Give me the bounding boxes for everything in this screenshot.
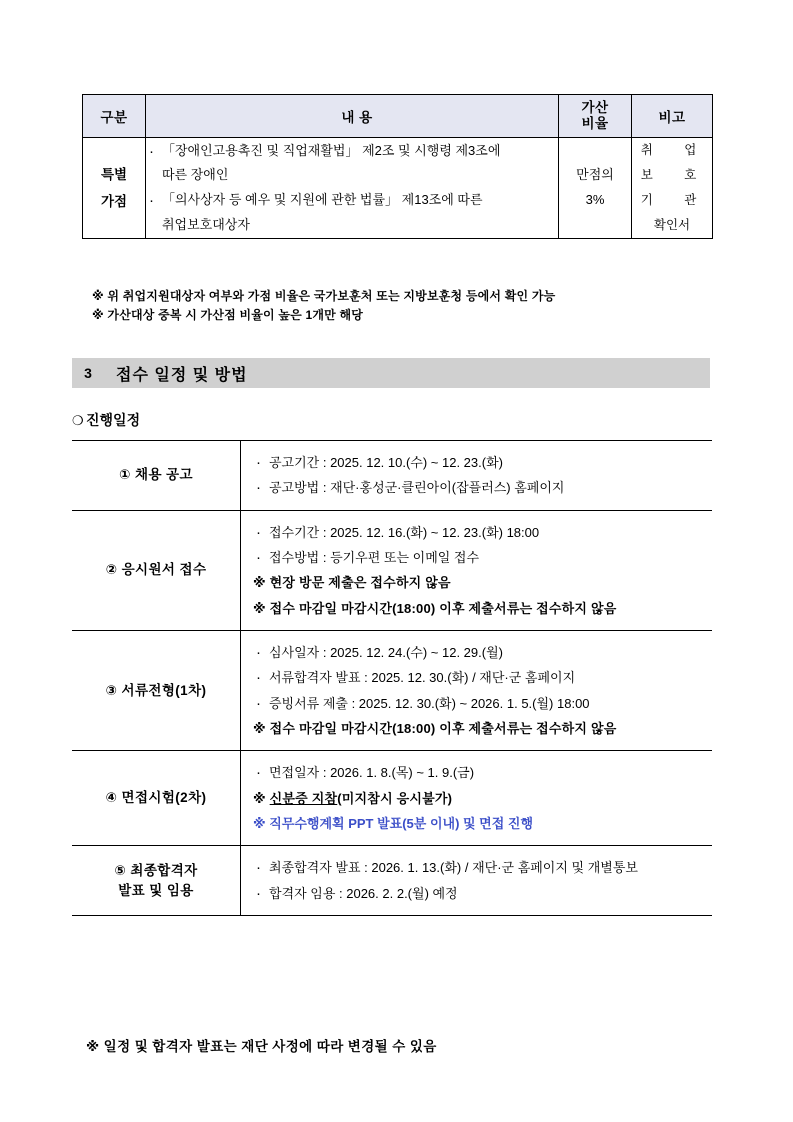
bonus-points-table-wrapper <box>82 94 710 239</box>
schedule-line: · 면접일자 : 2026. 1. 8.(목) ~ 1. 9.(금) <box>253 760 704 785</box>
schedule-note-highlight: ※ 직무수행계획 PPT 발표(5분 이내) 및 면접 진행 <box>253 816 534 832</box>
schedule-note-underlined: 신분증 지참 <box>269 790 338 806</box>
bonus-note-2: ※ 가산대상 중복 시 가산점 비율이 높은 1개만 해당 <box>92 307 364 322</box>
bonus-table-notes <box>92 287 555 324</box>
subsection-label: 진행일정 <box>86 412 141 428</box>
schedule-label-5-line1: ⑤ 최종합격자 <box>114 862 198 878</box>
rate-line1: 만점의 <box>576 167 614 183</box>
table-header-row <box>83 95 713 138</box>
section-heading <box>72 358 710 388</box>
content-item-1-cont: 따른 장애인 <box>162 167 229 183</box>
header-rate-line1: 가산 <box>581 100 609 116</box>
header-gubun: 구분 <box>83 95 146 138</box>
gubun-line2: 가점 <box>100 194 128 209</box>
schedule-label-5 <box>72 846 241 916</box>
bonus-note-1: ※ 위 취업지원대상자 여부와 가점 비율은 국가보훈처 또는 지방보훈청 등에서 확인 가능 <box>92 289 556 303</box>
section-number: 3 <box>84 365 92 381</box>
table-row <box>83 138 713 239</box>
schedule-note-id: ※ 신분증 지참(미지참시 응시불가) <box>253 790 453 806</box>
circle-bullet-icon: ❍ <box>72 413 84 428</box>
subsection-heading <box>72 410 140 430</box>
schedule-table <box>72 440 712 916</box>
schedule-line: · 심사일자 : 2025. 12. 24.(수) ~ 12. 29.(월) <box>253 640 704 665</box>
section-title: 접수 일정 및 방법 <box>104 358 710 388</box>
cell-remarks <box>632 138 713 239</box>
content-item-2-cont: 취업보호대상자 <box>162 216 250 232</box>
schedule-label-4: ④ 면접시험(2차) <box>72 751 241 846</box>
remarks-line3: 기 관 <box>640 193 711 207</box>
header-remarks: 비고 <box>632 95 713 138</box>
content-item-1: · 「장애인고용촉진 및 직업재활법」 제2조 및 시행령 제3조에 <box>146 139 558 164</box>
rate-line2: 3% <box>585 192 605 207</box>
schedule-note: ※ 현장 방문 제출은 접수하지 않음 <box>253 575 451 591</box>
schedule-line: · 서류합격자 발표 : 2025. 12. 30.(화) / 재단·군 홈페이지 <box>253 665 704 690</box>
schedule-note: ※ 접수 마감일 마감시간(18:00) 이후 제출서류는 접수하지 않음 <box>253 600 617 616</box>
table-row <box>72 631 712 751</box>
schedule-label-2: ② 응시원서 접수 <box>72 510 241 630</box>
schedule-content-1 <box>241 441 713 511</box>
header-rate-line2: 비율 <box>581 116 609 131</box>
schedule-note: ※ 접수 마감일 마감시간(18:00) 이후 제출서류는 접수하지 않음 <box>253 721 617 737</box>
schedule-line: · 공고기간 : 2025. 12. 10.(수) ~ 12. 23.(화) <box>253 450 704 475</box>
schedule-content-2 <box>241 510 713 630</box>
remarks-line2: 보 호 <box>640 168 711 182</box>
cell-content <box>146 138 559 239</box>
bonus-points-table <box>82 94 713 239</box>
remarks-line1: 취 업 <box>640 143 711 157</box>
schedule-line: · 접수기간 : 2025. 12. 16.(화) ~ 12. 23.(화) 18:00 <box>253 520 704 545</box>
schedule-line: · 공고방법 : 재단·홍성군·클린아이(잡플러스) 홈페이지 <box>253 475 704 500</box>
table-row <box>72 846 712 916</box>
schedule-label-1: ① 채용 공고 <box>72 441 241 511</box>
schedule-content-4 <box>241 751 713 846</box>
schedule-line: · 최종합격자 발표 : 2026. 1. 13.(화) / 재단·군 홈페이지 및 개별통보 <box>253 855 704 880</box>
schedule-line: · 합격자 임용 : 2026. 2. 2.(월) 예정 <box>253 881 704 906</box>
schedule-line: · 접수방법 : 등기우편 또는 이메일 접수 <box>253 545 704 570</box>
table-row <box>72 510 712 630</box>
cell-rate <box>559 138 632 239</box>
gubun-line1: 특별 <box>100 167 128 182</box>
schedule-footer-note: ※ 일정 및 합격자 발표는 재단 사정에 따라 변경될 수 있음 <box>86 1039 437 1054</box>
header-rate <box>559 95 632 138</box>
schedule-content-3 <box>241 631 713 751</box>
cell-gubun <box>83 138 146 239</box>
schedule-line: · 증빙서류 제출 : 2025. 12. 30.(화) ~ 2026. 1. 5.(월) 18:00 <box>253 691 704 716</box>
header-content: 내 용 <box>146 95 559 138</box>
schedule-label-5-line2: 발표 및 임용 <box>118 882 194 898</box>
table-row <box>72 751 712 846</box>
schedule-label-3: ③ 서류전형(1차) <box>72 631 241 751</box>
remarks-line4: 확인서 <box>653 218 691 232</box>
content-item-2: · 「의사상자 등 예우 및 지원에 관한 법률」 제13조에 따른 <box>146 188 558 213</box>
schedule-content-5 <box>241 846 713 916</box>
table-row <box>72 441 712 511</box>
schedule-table-wrapper <box>72 440 712 916</box>
